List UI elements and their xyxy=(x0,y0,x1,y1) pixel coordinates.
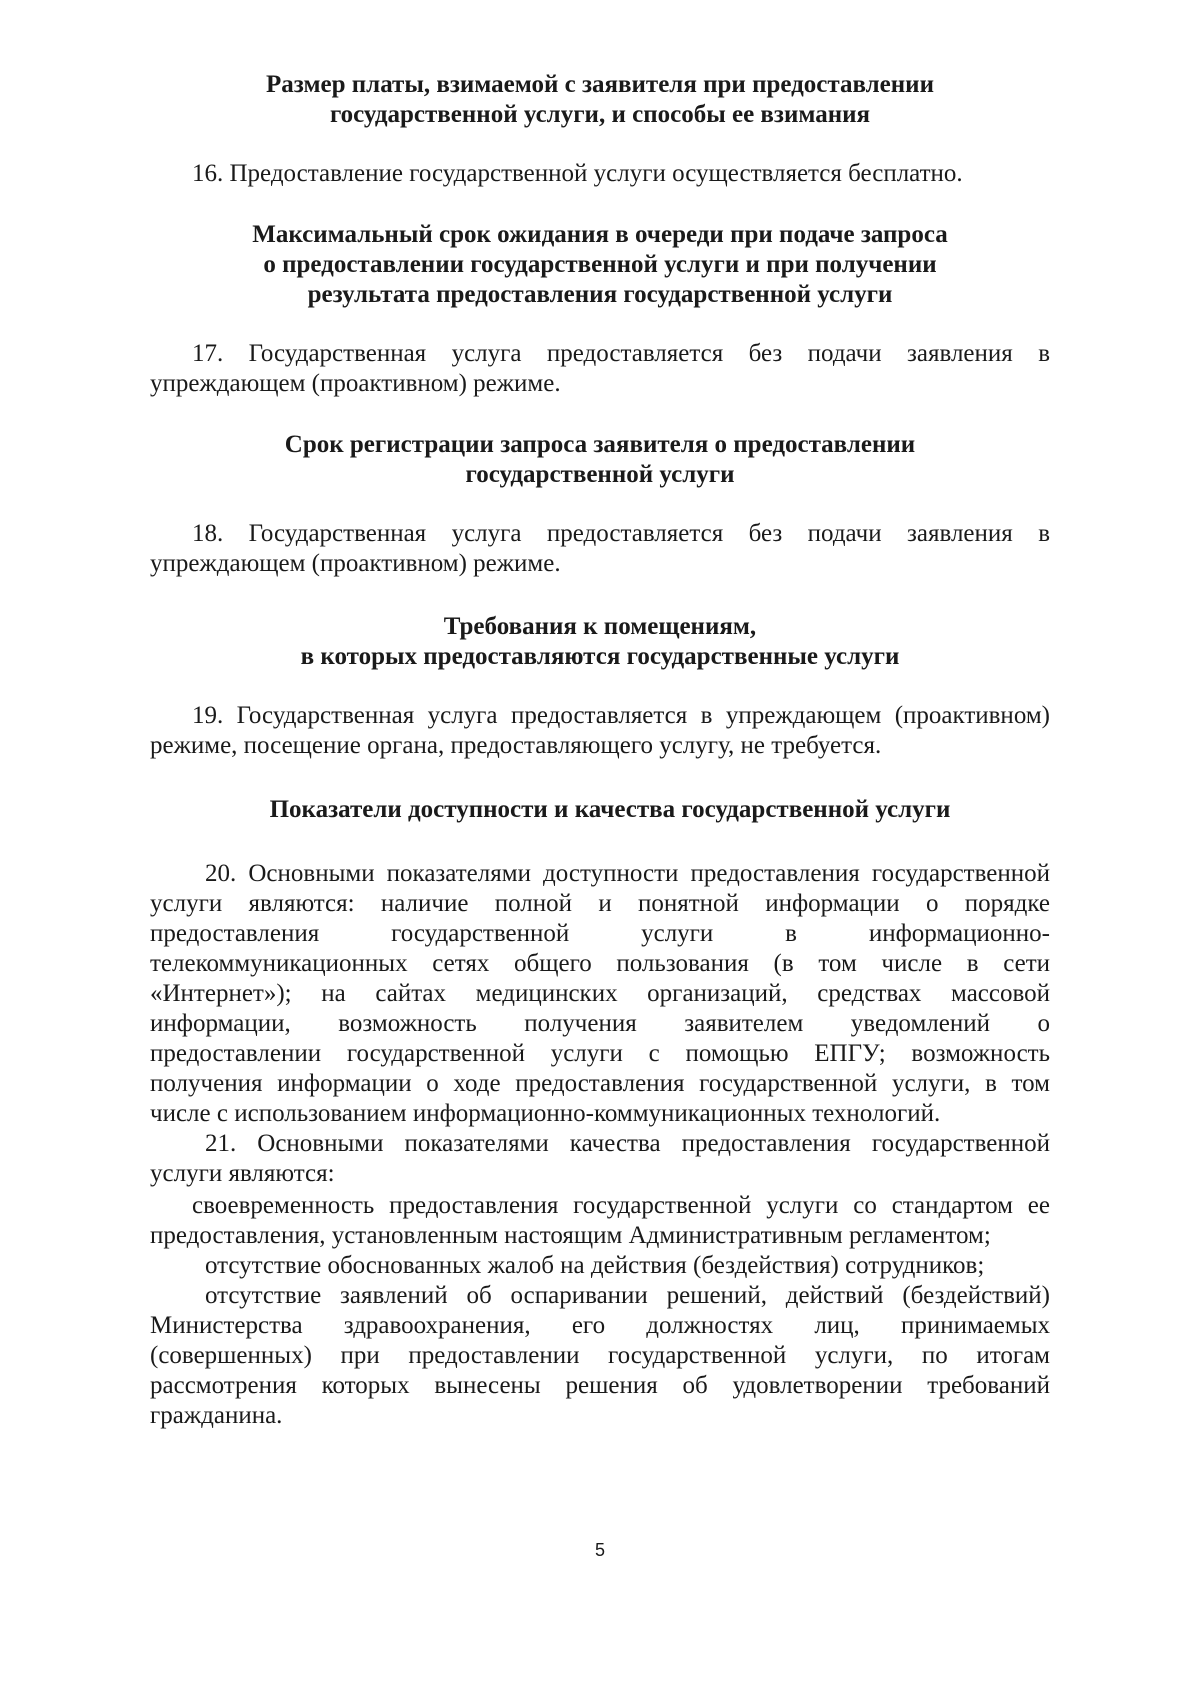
paragraph-16: 16. Предоставление государственной услуги осуществляется бесплатно. xyxy=(192,160,963,187)
section-heading-quality xyxy=(160,795,1060,825)
paragraph-21-line: (совершенных) при предоставлении государственной услуги, по итогам xyxy=(150,1342,1050,1369)
paragraph-20-line: 20. Основными показателями доступности предоставления государственной xyxy=(205,860,1050,887)
section-heading-registration xyxy=(150,430,1050,490)
paragraph-21-line: отсутствие заявлений об оспаривании решений, действий (бездействий) xyxy=(205,1282,1050,1309)
paragraph-21-line: Министерства здравоохранения, его должностях лиц, принимаемых xyxy=(150,1312,1050,1339)
heading-line: результата предоставления государственной услуги xyxy=(307,281,893,308)
heading-line: в которых предоставляются государственные услуги xyxy=(300,643,900,670)
paragraph-21-line: гражданина. xyxy=(150,1402,283,1429)
paragraph-19-line: 19. Государственная услуга предоставляется в упреждающем (проактивном) xyxy=(192,702,1050,729)
section-heading-premises xyxy=(150,612,1050,672)
paragraph-17-line: упреждающем (проактивном) режиме. xyxy=(150,370,561,397)
paragraph-20-line: предоставлении государственной услуги с помощью ЕПГУ; возможность xyxy=(150,1040,1050,1067)
heading-line: государственной услуги, и способы ее взимания xyxy=(329,101,871,128)
paragraph-21-line: услуги являются: xyxy=(150,1160,335,1187)
paragraph-21-line: своевременность предоставления государственной услуги со стандартом ее xyxy=(192,1192,1050,1219)
paragraph-20-line: информации, возможность получения заявителем уведомлений о xyxy=(150,1010,1050,1037)
paragraph-18-line: 18. Государственная услуга предоставляется без подачи заявления в xyxy=(192,520,1050,547)
heading-line: государственной услуги xyxy=(465,461,735,488)
section-heading-queue-time xyxy=(150,220,1050,310)
heading-line: Требования к помещениям, xyxy=(443,613,757,640)
heading-line: о предоставлении государственной услуги и при получении xyxy=(263,251,937,278)
paragraph-20-line: предоставления государственной услуги в информационно- xyxy=(150,920,1050,947)
paragraph-20-line: «Интернет»); на сайтах медицинских организаций, средствах массовой xyxy=(150,980,1050,1007)
paragraph-17-line: 17. Государственная услуга предоставляется без подачи заявления в xyxy=(192,340,1050,367)
paragraph-21-line: отсутствие обоснованных жалоб на действия (бездействия) сотрудников; xyxy=(205,1252,985,1279)
paragraph-21-line: 21. Основными показателями качества предоставления государственной xyxy=(205,1130,1050,1157)
paragraph-21-line: предоставления, установленным настоящим Административным регламентом; xyxy=(150,1222,991,1249)
paragraph-20-line: получения информации о ходе предоставления государственной услуги, в том xyxy=(150,1070,1050,1097)
heading-line: Максимальный срок ожидания в очереди при подаче запроса xyxy=(252,221,948,248)
heading-line: Срок регистрации запроса заявителя о предоставлении xyxy=(284,431,916,458)
paragraph-20-line: телекоммуникационных сетях общего пользования (в том числе в сети xyxy=(150,950,1050,977)
paragraph-21-line: рассмотрения которых вынесены решения об удовлетворении требований xyxy=(150,1372,1050,1399)
page-number: 5 xyxy=(594,1540,605,1560)
paragraph-20-line: числе с использованием информационно-коммуникационных технологий. xyxy=(150,1100,941,1127)
heading-line: Размер платы, взимаемой с заявителя при предоставлении xyxy=(266,71,934,98)
paragraph-18-line: упреждающем (проактивном) режиме. xyxy=(150,550,561,577)
section-heading-fee xyxy=(150,70,1050,130)
paragraph-19-line: режиме, посещение органа, предоставляющего услугу, не требуется. xyxy=(150,732,882,759)
heading-line: Показатели доступности и качества государственной услуги xyxy=(269,796,951,823)
paragraph-20-line: услуги являются: наличие полной и понятной информации о порядке xyxy=(150,890,1050,917)
